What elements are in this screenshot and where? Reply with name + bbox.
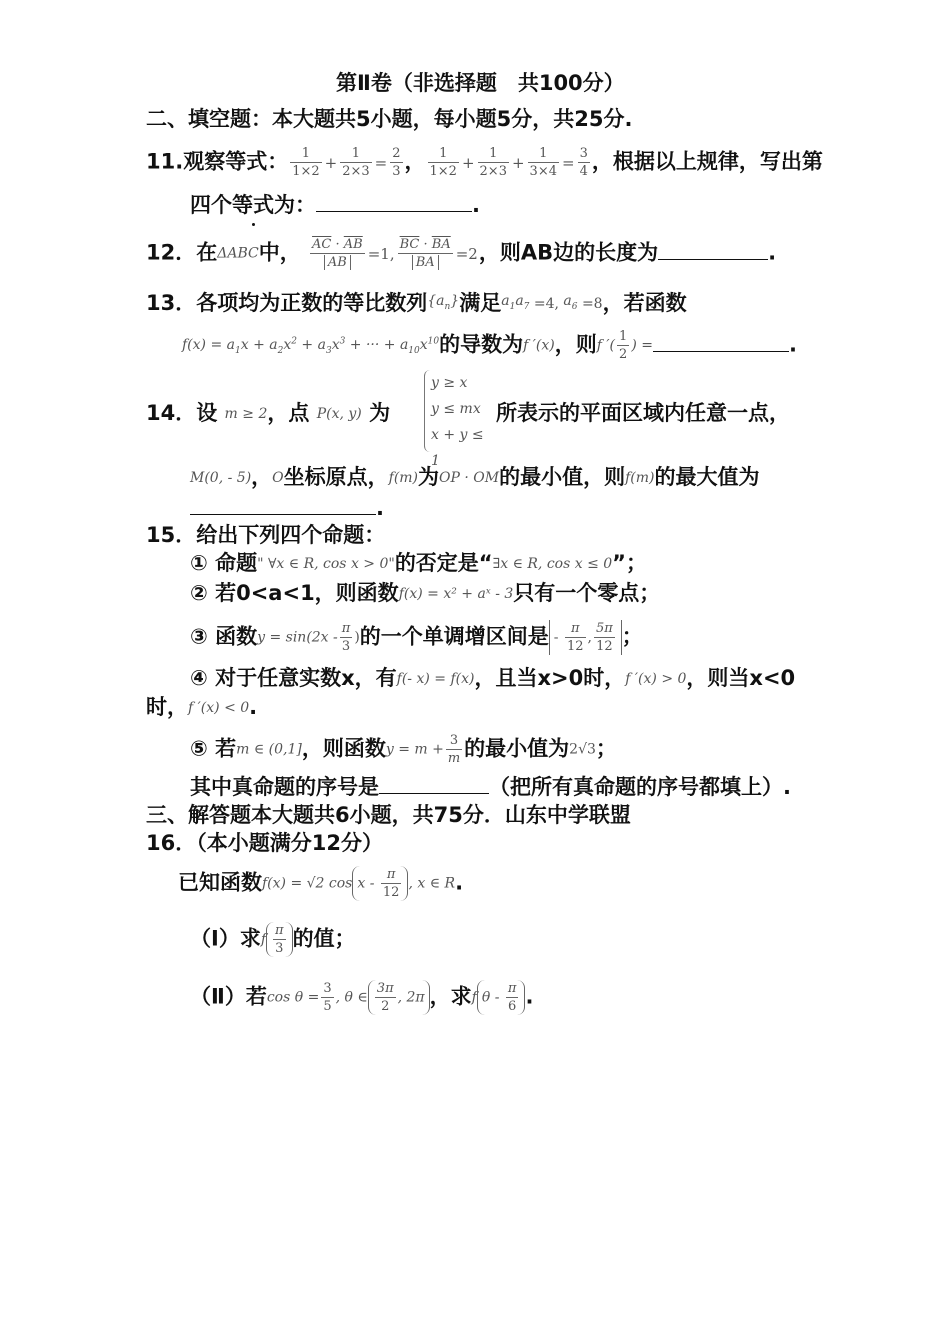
question-16-part2: （Ⅱ）若cos θ = $\frac{3}{5}$ , θ ∈ $\frac{3\pi}{2}$ , 2π ，求f θ - $\frac{\pi}{6}$ . — [190, 981, 534, 1014]
p5-c: 的最小值为 — [464, 736, 570, 761]
final-b: （把所有真命题的序号都填上）. — [489, 775, 791, 799]
p1-a: ① 命题 — [190, 551, 258, 575]
p5-math3: 2√3 — [569, 741, 596, 758]
q13-end: . — [788, 332, 797, 357]
q11-end: . — [472, 193, 480, 217]
q11-label: 11.观察等式： — [146, 149, 289, 174]
interval: - $\frac{\pi}{12}$ , $\frac{5\pi}{12}$ — [549, 620, 622, 655]
p3-b: 的一个单调增区间是 — [359, 624, 549, 649]
q12-zhong: 中， — [258, 240, 301, 265]
question-13-line1: 13．各项均为正数的等比数列$\{a_n\}$满足$a_1a_7 =4$, $a_6 =8$，若函数 — [146, 290, 687, 315]
p4-c: ，则当x<0 — [686, 666, 796, 690]
part2-math: cos θ = — [266, 989, 320, 1006]
q14-f: f(m) — [388, 470, 419, 486]
proposition-1 — [190, 548, 647, 579]
q14-f2: f(m) — [625, 470, 655, 486]
fraction: $\frac{1}{1\times 2}$ — [292, 146, 320, 179]
section-title: 第Ⅱ卷（非选择题 共100分） — [336, 71, 625, 95]
answer-blank[interactable] — [379, 775, 489, 794]
q13-line1b: 满足 — [459, 290, 502, 315]
q13-line1c: ，若函数 — [602, 290, 687, 315]
given-end: . — [455, 870, 464, 895]
q13-line1a: 13．各项均为正数的等比数列 — [146, 290, 428, 315]
question-15-label: 15．给出下列四个命题： — [146, 523, 386, 547]
q11-line2: 四个等式为： — [190, 190, 316, 220]
fraction: $\frac{2}{3}$ — [392, 146, 401, 179]
question-11-line1: 11.观察等式： $\frac{1}{1\times 2}$ + $\frac{1}{2\times 3}$ = $\frac{2}{3}$ ， $\frac{1}{1\times 2}$ + $\frac{1}{2\times 3}$ + $\frac{1}{3\times 4}$ = $\frac{3}{4}$ ，根据以上规律，写出第 — [146, 146, 823, 179]
p4-d: 时， — [146, 695, 188, 719]
inequality-3: x + y ≤ 1 — [431, 427, 484, 469]
question-14-line2 — [190, 462, 759, 493]
inequality-system — [424, 370, 495, 469]
question-13-line2: $f(x) = a_1x + a_2x^2 + a_3x^3$ + ··· + $a_{10}x^{10}$的导数为f ′(x)，则f ′( $\frac{1}{2}$ ) = . — [182, 329, 797, 363]
p2-math: f(x) = x² + aˣ - 3 — [398, 586, 514, 602]
q14-line2b: 坐标原点， — [283, 465, 389, 489]
inequality-1: y ≥ x — [431, 375, 468, 391]
question-15-final — [190, 772, 791, 802]
fraction: $\frac{1}{2\times 3}$ — [479, 146, 507, 179]
q12-label: 12．在 — [146, 240, 218, 265]
fraction: $\frac{1}{3\times 4}$ — [529, 146, 557, 179]
answer-blank[interactable] — [316, 193, 472, 212]
question-14-line1-tail: 所表示的平面区域内任意一点， — [496, 401, 790, 425]
q14-o: O — [272, 470, 284, 486]
question-14-line1 — [146, 398, 390, 429]
q11-mid: ， — [404, 149, 426, 174]
p4-e: . — [249, 695, 258, 719]
p2-b: 只有一个零点； — [513, 581, 661, 605]
question-14-line3 — [190, 493, 384, 523]
final-a: 其中真命题的序号是 — [190, 775, 379, 799]
p5-a: ⑤ 若 — [190, 736, 237, 761]
p4-math1: f(- x) = f(x) — [396, 671, 475, 687]
question-16-part1: （Ⅰ）求f $\frac{\pi}{3}$ 的值； — [190, 923, 356, 956]
p4-b: ，且当x>0时， — [474, 666, 626, 690]
q12-tail: ，则AB边的长度为 — [478, 240, 659, 265]
p3-c: ； — [621, 624, 643, 649]
proposition-4 — [190, 663, 795, 694]
q13-line2b: ，则 — [554, 332, 597, 357]
p3-a: ③ 函数 — [190, 624, 258, 649]
given-b: , x ∈ R — [408, 875, 456, 892]
part1-b: 的值； — [292, 926, 356, 951]
given-math: f(x) = √2 cos — [262, 875, 353, 892]
fraction: $\frac{\overline{BC} \cdot \overline{BA}}{BA}$ — [399, 237, 451, 270]
p4-a: ④ 对于任意实数x，有 — [190, 666, 397, 690]
p1-c: ”； — [612, 551, 647, 575]
p5-math: m ∈ (0,1] — [236, 741, 302, 758]
answer-blank[interactable] — [653, 333, 789, 352]
question-11-line2 — [190, 190, 480, 220]
q13-line2a: 的导数为 — [439, 332, 524, 357]
question-16-given: 已知函数f(x) = √2 cos x - $\frac{\pi}{12}$ , x ∈ R. — [178, 867, 464, 900]
q12-end: . — [768, 240, 777, 265]
q14-point-label: ，点 — [267, 401, 310, 425]
q14-wei: 为 — [369, 401, 391, 425]
p4-math2: f ′(x) > 0 — [625, 671, 687, 687]
fraction: $\frac{3}{4}$ — [579, 146, 588, 179]
fraction: $\frac{1}{1\times 2}$ — [429, 146, 457, 179]
p3-math: y = sin(2x - — [257, 629, 338, 646]
proposition-2 — [190, 578, 660, 609]
answer-blank[interactable] — [658, 241, 768, 260]
triangle-abc: ΔABC — [217, 245, 259, 262]
q14-point: P(x, y) — [316, 406, 362, 422]
p5-math2: y = m + — [385, 741, 444, 758]
q11-tail: ，根据以上规律，写出第 — [591, 149, 823, 174]
q14-line2a: ， — [251, 465, 273, 489]
q14-line2e: 的最大值为 — [654, 465, 760, 489]
q14-cond: m ≥ 2 — [224, 406, 268, 422]
answer-section-instructions: 三、解答题本大题共6小题，共75分．山东中学联盟 — [146, 803, 631, 827]
part1-a: （Ⅰ）求 — [190, 926, 261, 951]
q14-line2c: 为 — [418, 465, 440, 489]
question-12: 12．在ΔABC中， $\frac{\overline{AC} \cdot \overline{AB}}{AB}$ =1, $\frac{\overline{BC} \cdot \overline{BA}}{BA}$ =2，则AB边的长度为 . — [146, 237, 777, 270]
proposition-5: ⑤ 若m ∈ (0,1]，则函数y = m + $\frac{3}{m}$ 的最小值为2√3； — [190, 733, 617, 766]
part2-end: . — [525, 984, 534, 1009]
proposition-3: ③ 函数y = sin(2x - $\frac{\pi}{3}$ )的一个单调增区间是 - $\frac{\pi}{12}$ , $\frac{5\pi}{12}$ ； — [190, 621, 643, 654]
q14-dot-product: OP · OM — [439, 470, 500, 486]
fraction: $\frac{\overline{AC} \cdot \overline{AB}}{AB}$ — [312, 237, 363, 270]
q14-line2d: 的最小值，则 — [499, 465, 626, 489]
p1-b: 的否定是“ — [394, 551, 493, 575]
p2-a: ② 若0<a<1，则函数 — [190, 581, 399, 605]
part2-b: ，求 — [429, 984, 472, 1009]
question-16-label: 16．（本小题满分12分） — [146, 831, 383, 855]
given-a: 已知函数 — [178, 870, 262, 895]
q14-m: M(0, - 5) — [190, 470, 252, 486]
p5-b: ，则函数 — [301, 736, 386, 761]
fill-blank-instructions: 二、填空题：本大题共5小题，每小题5分，共25分. — [146, 107, 633, 131]
p1-math: " ∀x ∈ R, cos x > 0" — [257, 556, 395, 572]
part2-a: （Ⅱ）若 — [190, 984, 267, 1009]
p1-math2: ∃x ∈ R, cos x ≤ 0 — [492, 556, 613, 572]
proposition-4-cont — [146, 692, 257, 723]
p4-math3: f ′(x) < 0 — [188, 700, 250, 716]
q14-label: 14．设 — [146, 401, 218, 425]
q14-end: . — [376, 496, 384, 520]
p5-d: ； — [595, 736, 617, 761]
inequality-2: y ≤ mx — [431, 401, 481, 417]
answer-blank[interactable] — [190, 496, 376, 515]
fraction: $\frac{1}{2\times 3}$ — [342, 146, 370, 179]
